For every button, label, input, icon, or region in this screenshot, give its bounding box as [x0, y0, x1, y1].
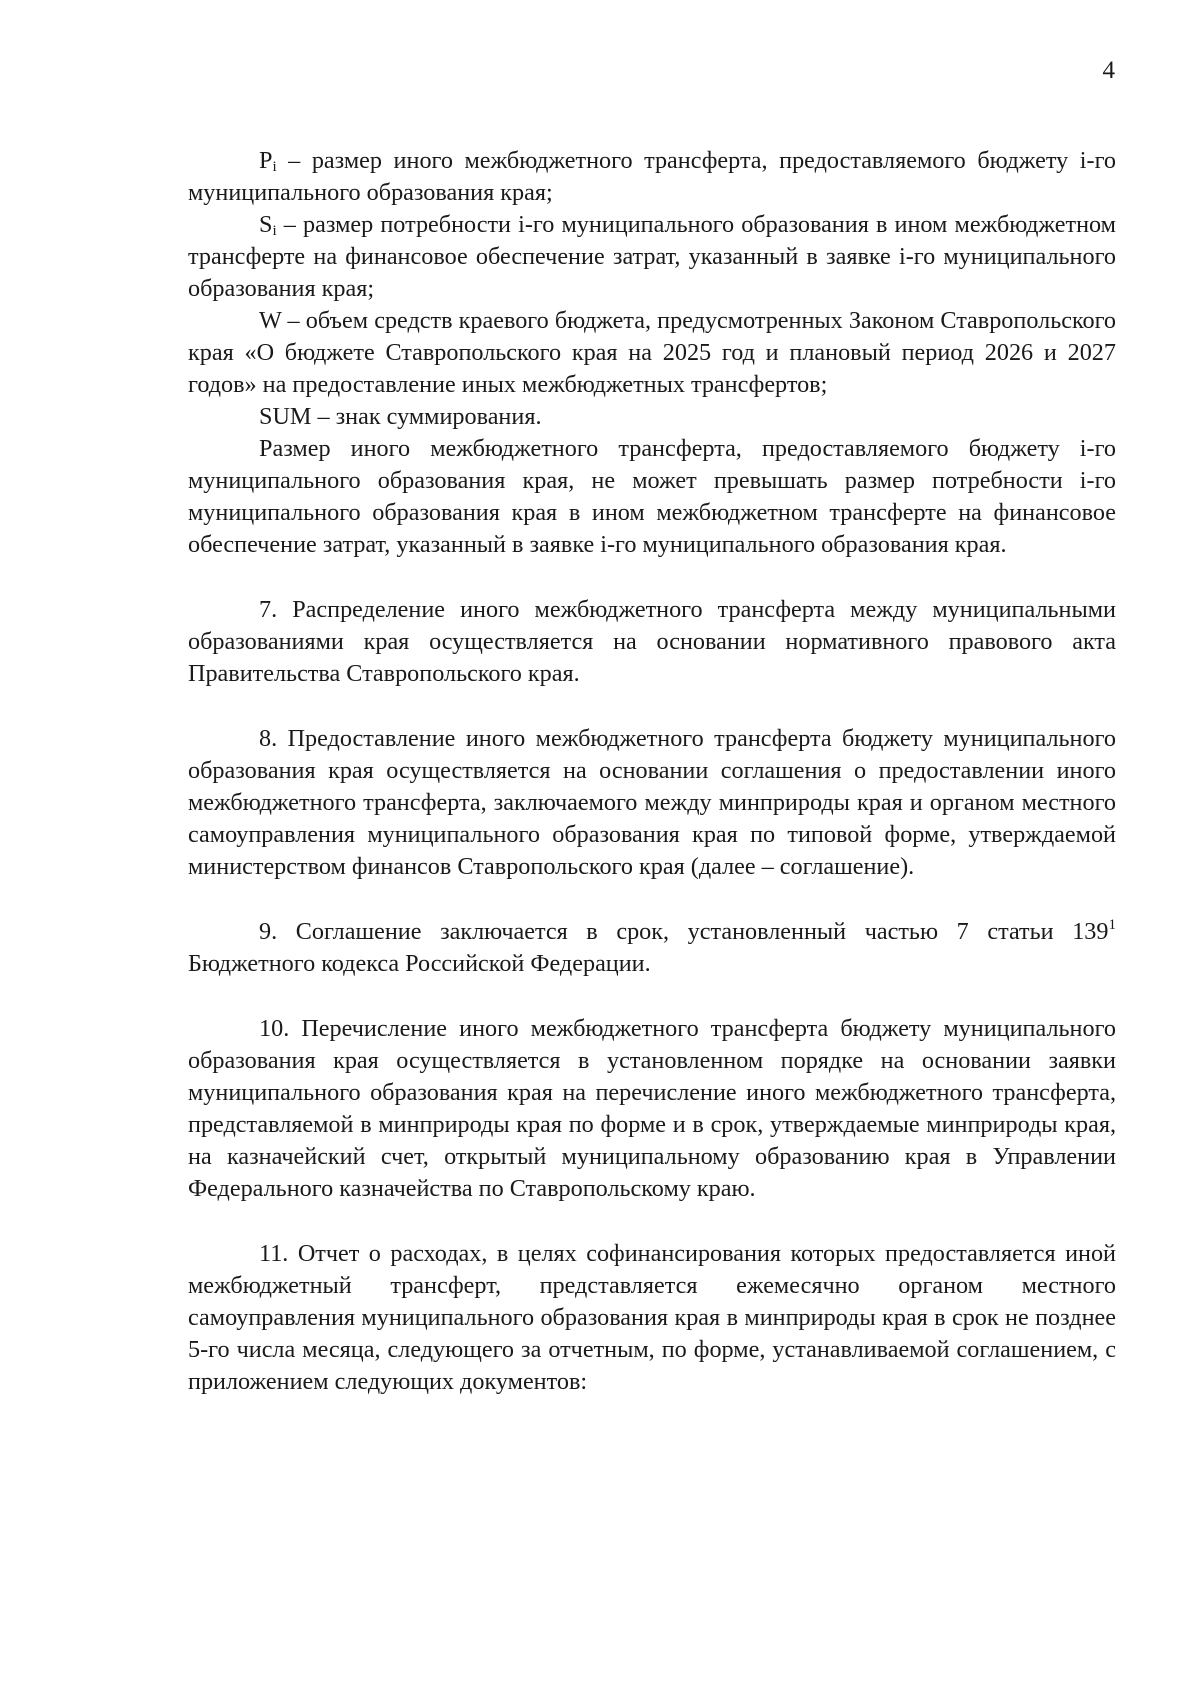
item-9-text-before: 9. Соглашение заключается в срок, установленный частью 7 статьи 139	[259, 918, 1109, 945]
page-number: 4	[1102, 57, 1115, 84]
definition-w-text: – объем средств краевого бюджета, предусмотренных Законом Ставропольского края «О бюджете Ставропольского края на 2025 год и плановый период 2026 и 2027 годов» на предоставление иных межбюджетных трансфертов;	[188, 307, 1116, 398]
paragraph-gap	[188, 561, 1116, 594]
item-10: 10. Перечисление иного межбюджетного трансферта бюджету муниципального образования края осуществляется в установленном порядке на основании заявки муниципального образования края на перечисление иного межбюджетного трансферта, представляемой в минприроды края по форме и в срок, утверждаемые минприроды края, на казначейский счет, открытый муниципальному образованию края в Управлении Федерального казначейства по Ставропольскому краю.	[188, 1015, 1116, 1202]
definition-s-symbol: S	[259, 211, 273, 238]
definition-p	[188, 145, 1116, 209]
paragraph-gap	[188, 690, 1116, 723]
definition-sum	[188, 401, 1116, 433]
definition-s	[188, 209, 1116, 305]
definition-w	[188, 305, 1116, 401]
paragraph-gap	[188, 1205, 1116, 1238]
paragraph-gap	[188, 883, 1116, 916]
definition-sum-symbol: SUM	[259, 403, 312, 430]
item-9-text-after: Бюджетного кодекса Российской Федерации.	[188, 950, 651, 977]
item-11: 11. Отчет о расходах, в целях софинансирования которых предоставляется иной межбюджетный трансферт, представляется ежемесячно органом местного самоуправления муниципального образования края в минприроды края в срок не позднее 5-го числа месяца, следующего за отчетным, по форме, устанавливаемой соглашением, с приложением следующих документов:	[188, 1240, 1116, 1395]
definition-s-subscript: i	[272, 223, 277, 239]
item-9	[188, 916, 1116, 980]
document-body	[188, 145, 1116, 1398]
item-8: 8. Предоставление иного межбюджетного трансферта бюджету муниципального образования края осуществляется на основании соглашения о предоставлении иного межбюджетного трансферта, заключаемого между минприроды края и органом местного самоуправления муниципального образования края по типовой форме, утверждаемой министерством финансов Ставропольского края (далее – соглашение).	[188, 725, 1116, 880]
definition-p-symbol: P	[259, 147, 273, 174]
definition-p-subscript: i	[272, 159, 277, 175]
definition-sum-text: – знак суммирования.	[311, 403, 542, 430]
limit-paragraph: Размер иного межбюджетного трансферта, предоставляемого бюджету i-го муниципального образования края, не может превышать размер потребности i-го муниципального образования края в ином межбюджетном трансферте на финансовое обеспечение затрат, указанный в заявке i-го муниципального образования края.	[188, 435, 1116, 558]
item-7: 7. Распределение иного межбюджетного трансферта между муниципальными образованиями края осуществляется на основании нормативного правового акта Правительства Ставропольского края.	[188, 596, 1116, 687]
item-9-superscript: 1	[1108, 917, 1116, 933]
paragraph-gap	[188, 980, 1116, 1013]
definition-s-text: – размер потребности i-го муниципального образования в ином межбюджетном трансферте на финансовое обеспечение затрат, указанный в заявке i-го муниципального образования края;	[188, 211, 1116, 302]
definition-p-text: – размер иного межбюджетного трансферта, предоставляемого бюджету i-го муниципального образования края;	[188, 147, 1116, 206]
definition-w-symbol: W	[259, 307, 282, 334]
